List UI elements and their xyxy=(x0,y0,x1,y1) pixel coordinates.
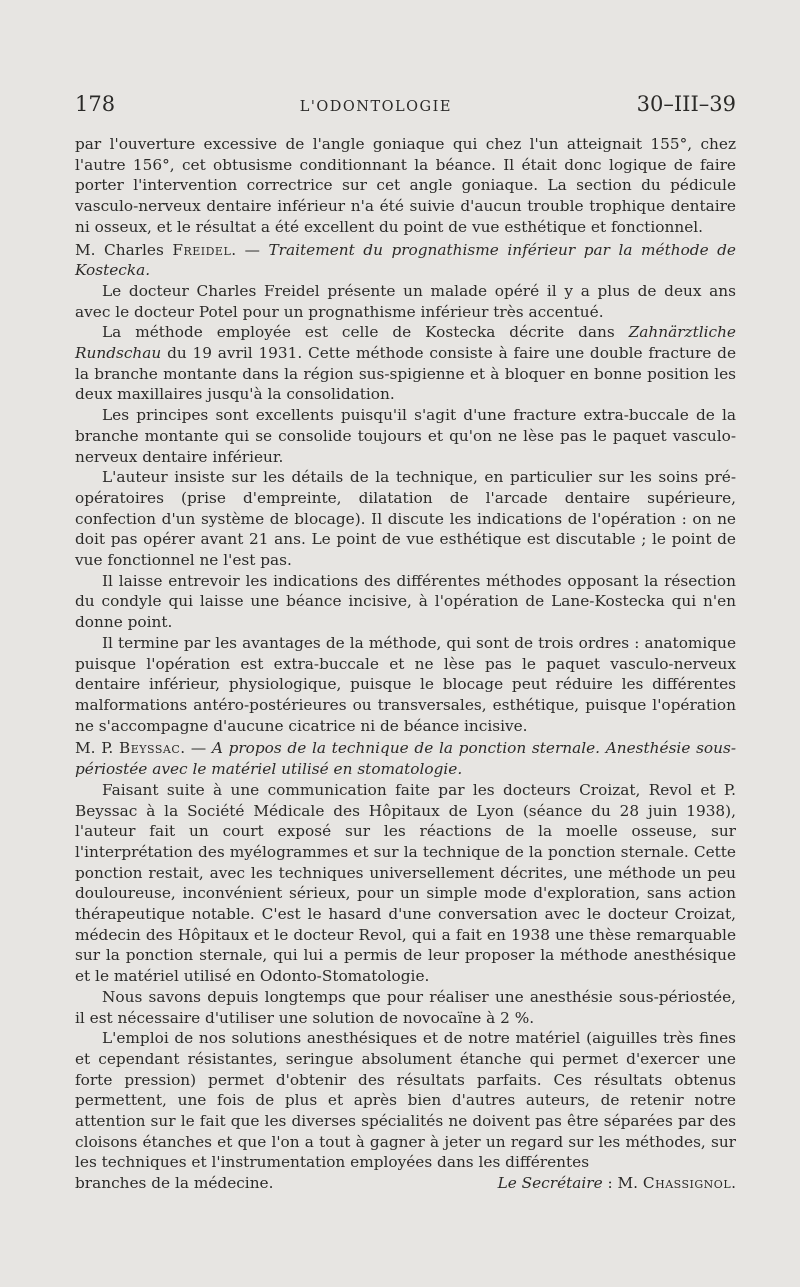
journal-reference: Zahnärztliche Rundschau xyxy=(75,323,736,363)
signature-separator: : M. xyxy=(602,1174,643,1193)
communication-heading-freidel xyxy=(75,240,736,281)
paragraph: Les principes sont excellents puisqu'il s'agit d'une fracture extra-buccale de la branche montante qui se consolide toujours et qu'on ne lèse pas le paquet vasculo-nerveux dentaire inférieur. xyxy=(75,406,736,466)
heading-dash: . — xyxy=(231,240,269,259)
text-run: La méthode employée est celle de Kostecka décrite dans xyxy=(102,323,629,342)
signature xyxy=(498,1173,736,1194)
heading-dash: . — xyxy=(180,739,212,758)
paragraph xyxy=(75,322,736,405)
communication-heading-beyssac xyxy=(75,738,736,779)
paragraph: Faisant suite à une communication faite par les docteurs Croizat, Revol et P. Beyssac à la Société Médicale des Hôpitaux de Lyon (séance du 28 juin 1938), l'auteur fait un court exposé sur les réactions de la moelle osseuse, sur l'interprétation des myélogrammes et sur la technique de la ponction sternale. Cette ponction restait, avec les techniques universellement décrites, une méthode un peu douloureuse, inconvénient sérieux, pour un simple mode d'exploration, sans action thérapeutique notable. C'est le hasard d'une conversation avec le docteur Croizat, médecin des Hôpitaux et le docteur Revol, qui a fait en 1938 une thèse remarquable sur la ponction sternale, qui lui a permis de leur proposer la méthode anesthésique et le matériel utilisé en Odonto-Stomatologie. xyxy=(75,780,736,986)
communication-title: A propos de la technique de la ponction sternale. Anesthésie sous-périostée avec le matériel utilisé en stomatologie. xyxy=(75,739,737,779)
author-name: Beyssac xyxy=(118,739,181,758)
closing-line xyxy=(75,1173,736,1194)
paragraph: Nous savons depuis longtemps que pour réaliser une anesthésie sous-périostée, il est nécessaire d'utiliser une solution de novocaïne à 2 %. xyxy=(75,987,736,1027)
paragraph: Le docteur Charles Freidel présente un malade opéré il y a plus de deux ans avec le docteur Potel pour un prognathisme inférieur très accentué. xyxy=(75,281,736,321)
paragraph: Il laisse entrevoir les indications des différentes méthodes opposant la résection du condyle qui laisse une béance incisive, à l'opération de Lane-Kostecka qui n'en donne point. xyxy=(75,571,736,632)
text-run: du 19 avril 1931. Cette méthode consiste à faire une double fracture de la branche montante dans la région sus-spigienne et à bloquer en bonne position les deux maxillaires jusqu'à la consolidation. xyxy=(75,344,736,404)
paragraph-continuation: par l'ouverture excessive de l'angle goniaque qui chez l'un atteignait 155°, chez l'autre 156°, cet obtusisme conditionnant la béance. Il était donc logique de faire porter l'intervention correctrice sur cet angle goniaque. La section du pédicule vasculo-nerveux dentaire inférieur n'a été suivie d'aucun trouble trophique dentaire ni osseux, et le résultat a été excellent du point de vue esthétique et fonctionnel. xyxy=(75,135,736,236)
heading-prefix: M. Charles xyxy=(75,240,173,259)
running-header xyxy=(75,92,736,126)
body-text xyxy=(75,134,736,1194)
communication-title: Traitement du prognathisme inférieur par la méthode de Kostecka. xyxy=(75,240,736,280)
issue-date: 30–III–39 xyxy=(636,92,736,116)
signature-end: . xyxy=(731,1174,736,1193)
signature-name: Chassignol xyxy=(642,1174,732,1193)
paragraph-last-line: branches de la médecine. xyxy=(75,1174,274,1193)
paragraph: L'emploi de nos solutions anesthésiques et de notre matériel (aiguilles très fines et cependant résistantes, seringue absolument étanche qui permet d'exercer une forte pression) permet d'obtenir des résultats parfaits. Ces résultats obtenus permettent, une fois de plus et après bien d'autres auteurs, de retenir notre attention sur le fait que les diverses spécialités ne doivent pas être séparées par des cloisons étanches et que l'on a tout à gagner à jeter un regard sur les méthodes, sur les techniques et l'instrumentation employées dans les différentes xyxy=(75,1029,736,1172)
author-name: Freidel xyxy=(172,240,232,259)
journal-title: L'ODONTOLOGIE xyxy=(299,99,452,115)
signature-role: Le Secrétaire xyxy=(497,1174,603,1193)
paragraph: Il termine par les avantages de la méthode, qui sont de trois ordres : anatomique puisque l'opération est extra-buccale et ne lèse pas le paquet vasculo-nerveux dentaire inférieur, physiologique, puisque le blocage peut réduire les différentes malformations antéro-postérieures ou transversales, esthétique, puisque l'opération ne s'accompagne d'aucune cicatrice ni de béance incisive. xyxy=(75,633,736,735)
page-number: 178 xyxy=(75,92,116,116)
heading-prefix: M. P. xyxy=(75,739,119,758)
paragraph: L'auteur insiste sur les détails de la technique, en particulier sur les soins pré-opératoires (prise d'empreinte, dilatation de l'arcade dentaire supérieure, confection d'un système de blocage). Il discute les indications de l'opération : on ne doit pas opérer avant 21 ans. Le point de vue esthétique est discutable ; le point de vue fonctionnel ne l'est pas. xyxy=(75,468,736,570)
